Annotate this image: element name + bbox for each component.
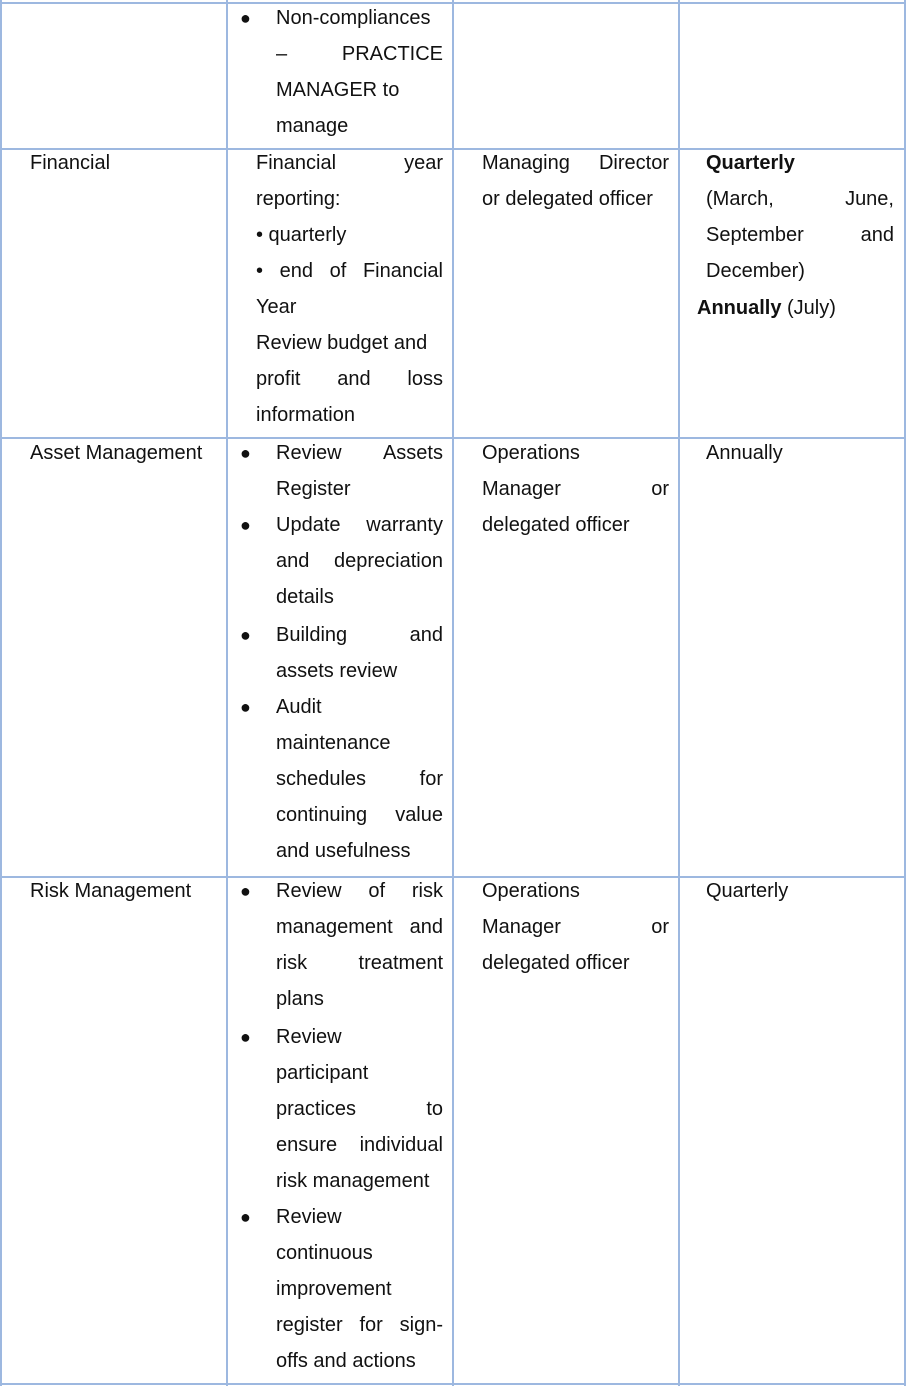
responsible-line: Manager or <box>482 478 669 500</box>
responsible-line: delegated officer <box>482 952 630 974</box>
task-line: schedules for <box>276 768 443 790</box>
task-bullet <box>276 873 443 1017</box>
task-line: Year <box>256 296 297 318</box>
task-line: and usefulness <box>276 840 411 862</box>
task-line: register for sign- <box>276 1314 443 1336</box>
frequency-line: September and <box>706 224 894 246</box>
responsible-line: Managing Director <box>482 152 669 174</box>
responsible-line: Operations <box>482 442 580 464</box>
task-line: assets review <box>276 660 398 682</box>
task-line: Update warranty <box>276 514 443 536</box>
bullet-icon: ● <box>240 1027 251 1047</box>
bullet-icon: ● <box>240 697 251 717</box>
task-line: Review budget and <box>256 332 428 354</box>
frequency-line: Annually <box>706 442 783 464</box>
task-line <box>276 36 443 72</box>
task-line: details <box>276 586 334 608</box>
bullet-icon: ● <box>240 625 251 645</box>
area-label: Risk Management <box>30 880 192 902</box>
task-line: continuous <box>276 1242 373 1264</box>
responsible-line: or delegated officer <box>482 188 653 210</box>
task-bullet <box>276 689 443 869</box>
task-line: and depreciation <box>276 550 443 572</box>
task-bullet <box>276 1019 443 1199</box>
frequency-cell <box>706 435 783 471</box>
task-line: Review of risk <box>276 880 443 902</box>
task-line: maintenance <box>276 732 391 754</box>
task-line: Financial year <box>256 152 443 174</box>
task-line: Register <box>276 478 351 500</box>
frequency-cell <box>706 873 788 909</box>
frequency-line: (March, June, <box>706 188 894 210</box>
frequency-annually-label: Annually <box>697 297 782 319</box>
task-bullet <box>276 617 443 689</box>
task-line: practices to <box>276 1098 443 1120</box>
task-line: MANAGER to <box>276 79 400 101</box>
task-line: Building and <box>276 624 443 646</box>
task-line: reporting: <box>256 188 341 210</box>
task-line: • end of Financial <box>256 260 443 282</box>
task-line: profit and loss <box>256 368 443 390</box>
bullet-icon: ● <box>240 515 251 535</box>
responsible-cell <box>482 435 669 543</box>
area-label: Financial <box>30 152 111 174</box>
task-line: Review <box>276 1206 342 1228</box>
task-bullet <box>276 0 443 144</box>
task-line: participant <box>276 1062 369 1084</box>
responsible-cell <box>482 145 669 217</box>
frequency-line: Quarterly <box>706 880 789 902</box>
task-line: risk treatment <box>276 952 443 974</box>
task-line-text: – PRACTICE <box>276 43 443 65</box>
frequency-annual <box>697 290 836 326</box>
task-line: Non-compliances <box>276 7 431 29</box>
task-bullet <box>276 1199 443 1379</box>
task-line: information <box>256 404 355 426</box>
task-line: Review <box>276 1026 342 1048</box>
task-line: offs and actions <box>276 1350 416 1372</box>
task-line: plans <box>276 988 324 1010</box>
column-divider <box>452 0 454 1386</box>
task-line: management and <box>276 916 443 938</box>
responsible-line: Manager or <box>482 916 669 938</box>
row-divider <box>0 2 906 4</box>
bullet-icon: ● <box>240 443 251 463</box>
responsible-line: delegated officer <box>482 514 630 536</box>
task-line: risk management <box>276 1170 430 1192</box>
row-divider <box>0 1383 906 1385</box>
task-line: manage <box>276 115 349 137</box>
task-line: ensure individual <box>276 1134 443 1156</box>
responsible-cell <box>482 873 669 981</box>
task-line: Review Assets <box>276 442 443 464</box>
task-line: • quarterly <box>256 224 347 246</box>
task-bullet <box>276 435 443 507</box>
task-cell <box>256 145 443 433</box>
column-divider <box>678 0 680 1386</box>
column-divider <box>226 0 228 1386</box>
table-border-left <box>0 0 2 1386</box>
bullet-icon: ● <box>240 1207 251 1227</box>
frequency-annually-suffix: (July) <box>781 297 836 319</box>
frequency-line: December) <box>706 260 805 282</box>
bullet-icon: ● <box>240 8 251 28</box>
frequency-quarterly-label: Quarterly <box>706 152 795 174</box>
frequency-cell <box>706 145 894 289</box>
responsible-line: Operations <box>482 880 580 902</box>
area-label: Asset Management <box>30 442 203 464</box>
task-line: Audit <box>276 696 322 718</box>
task-line: continuing value <box>276 804 443 826</box>
task-line: improvement <box>276 1278 392 1300</box>
task-bullet <box>276 507 443 615</box>
bullet-icon: ● <box>240 881 251 901</box>
